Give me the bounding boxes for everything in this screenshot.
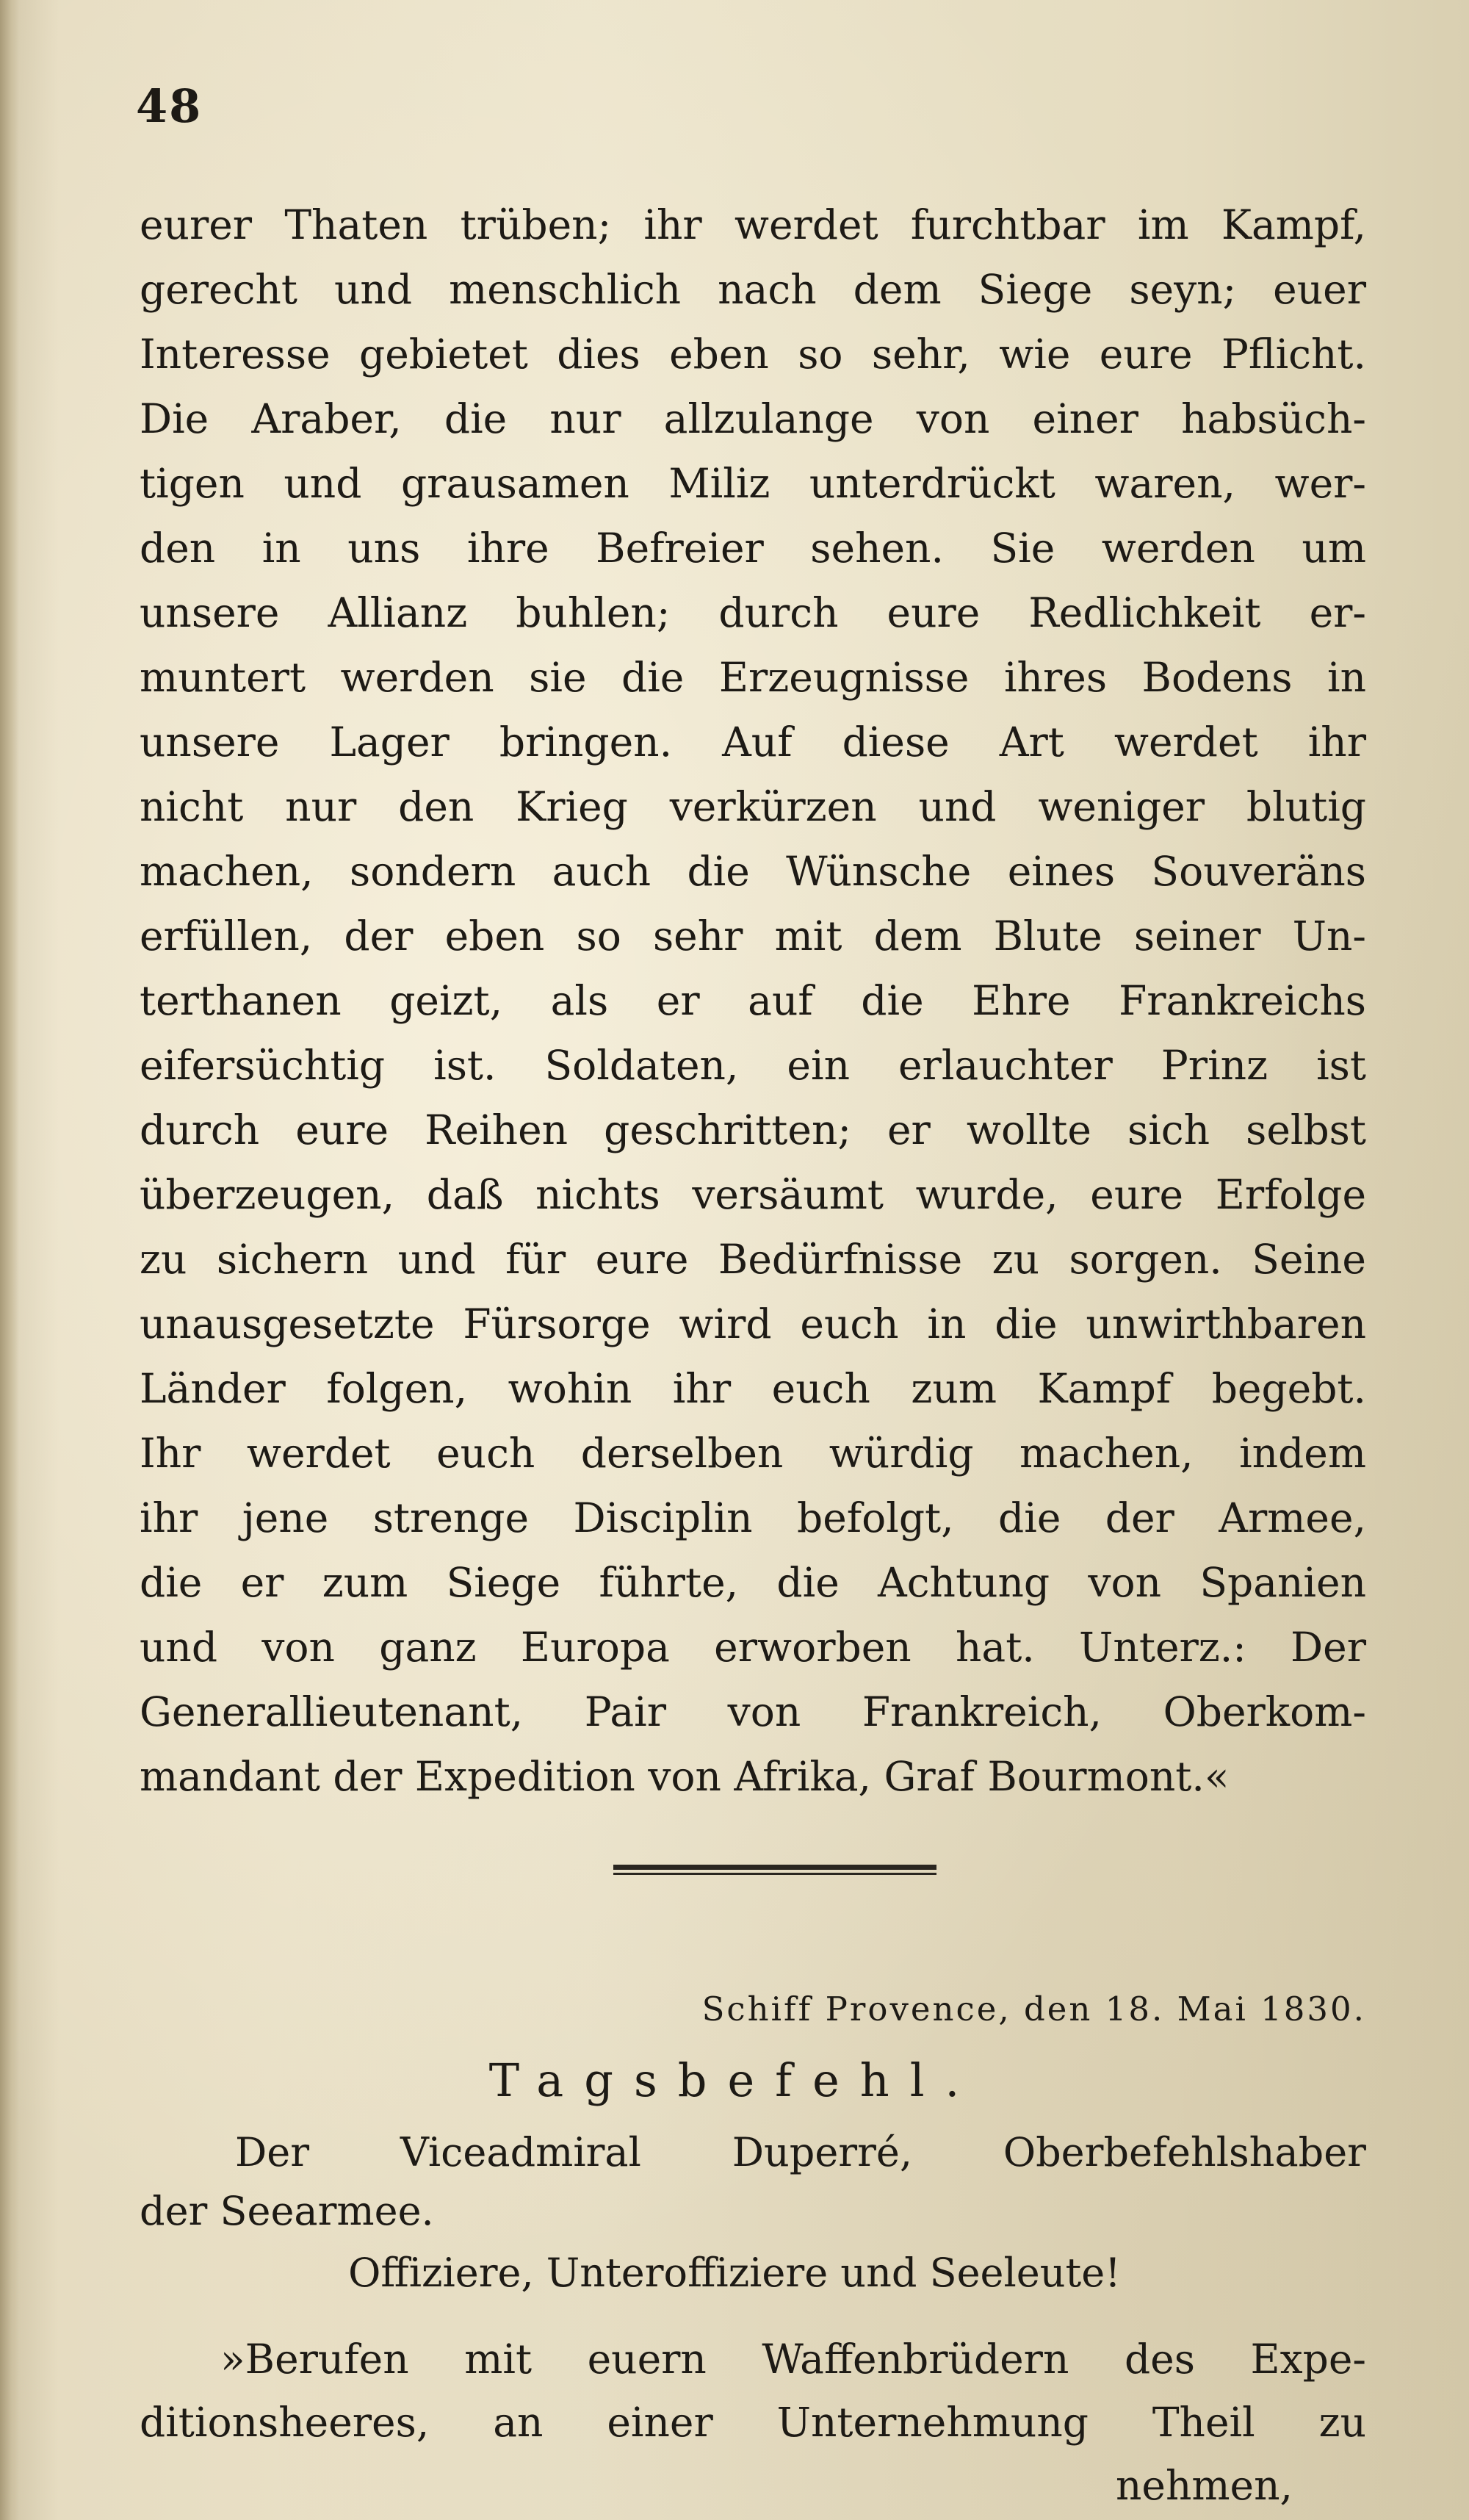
text-line: nicht nur den Krieg verkürzen und weniger blutig — [140, 783, 1366, 830]
dateline: Schiff Provence, den 18. Mai 1830. — [701, 1990, 1366, 2028]
text-line: unsere Allianz buhlen; durch eure Redlichkeit er- — [140, 589, 1366, 636]
text-line: und von ganz Europa erworben hat. Unterz.: Der — [140, 1624, 1366, 1671]
text-line: tigen und grausamen Miliz unterdrückt waren, wer- — [140, 460, 1366, 507]
text-line: eurer Thaten trüben; ihr werdet furchtbar im Kampf, — [140, 201, 1366, 248]
text-line: den in uns ihre Befreier sehen. Sie werden um — [140, 525, 1366, 572]
speech-line: »Berufen mit euern Waffenbrüdern des Expe- — [220, 2336, 1366, 2383]
speech-text — [140, 2328, 1366, 2517]
text-line: gerecht und menschlich nach dem Siege seyn; euer — [140, 266, 1366, 313]
speech-line: ditionsheeres, an einer Unternehmung Theil zu — [140, 2399, 1366, 2446]
divider-thick-rule — [613, 1865, 936, 1870]
text-line: unsere Lager bringen. Auf diese Art werdet ihr — [140, 719, 1366, 766]
text-line: eifersüchtig ist. Soldaten, ein erlauchter Prinz ist — [140, 1042, 1366, 1089]
text-line: Ihr werdet euch derselben würdig machen, indem — [140, 1430, 1366, 1477]
text-line: mandant der Expedition von Afrika, Graf Bourmont.« — [140, 1753, 1230, 1800]
text-line: muntert werden sie die Erzeugnisse ihres Bodens in — [140, 654, 1366, 701]
page-number: 48 — [136, 79, 203, 133]
text-line: Interesse gebietet dies eben so sehr, wie eure Pflicht. — [140, 331, 1366, 378]
text-line: erfüllen, der eben so sehr mit dem Blute seiner Un- — [140, 912, 1366, 960]
text-line: die er zum Siege führte, die Achtung von Spanien — [140, 1559, 1366, 1606]
text-line: zu sichern und für eure Bedürfnisse zu sorgen. Seine — [140, 1236, 1366, 1283]
text-line: Länder folgen, wohin ihr euch zum Kampf begebt. — [140, 1365, 1366, 1412]
text-line: unausgesetzte Fürsorge wird euch in die unwirthbaren — [140, 1300, 1366, 1347]
divider-thin-rule — [613, 1873, 936, 1875]
section-divider — [613, 1865, 936, 1876]
sender-line: der Seearmee. — [140, 2188, 434, 2234]
sender-line: Der Viceadmiral Duperré, Oberbefehlshaber — [235, 2129, 1366, 2175]
text-line: Generallieutenant, Pair von Frankreich, Oberkom- — [140, 1688, 1366, 1735]
speech-line: nehmen, — [1115, 2462, 1293, 2509]
text-line: terthanen geizt, als er auf die Ehre Frankreichs — [140, 977, 1366, 1024]
text-line: überzeugen, daß nichts versäumt wurde, eure Erfolge — [140, 1171, 1366, 1218]
address-line: Offiziere, Unteroffiziere und Seeleute! — [348, 2250, 1121, 2296]
order-title: Tagsbefehl. — [488, 2053, 981, 2107]
text-line: durch eure Reihen geschritten; er wollte sich selbst — [140, 1106, 1366, 1153]
body-text — [140, 192, 1366, 1809]
text-line: machen, sondern auch die Wünsche eines Souveräns — [140, 848, 1366, 895]
text-line: Die Araber, die nur allzulange von einer habsüch- — [140, 395, 1366, 442]
text-line: ihr jene strenge Disciplin befolgt, die der Armee, — [140, 1494, 1366, 1541]
binding-edge — [0, 0, 19, 2520]
sender-block — [140, 2123, 1366, 2241]
